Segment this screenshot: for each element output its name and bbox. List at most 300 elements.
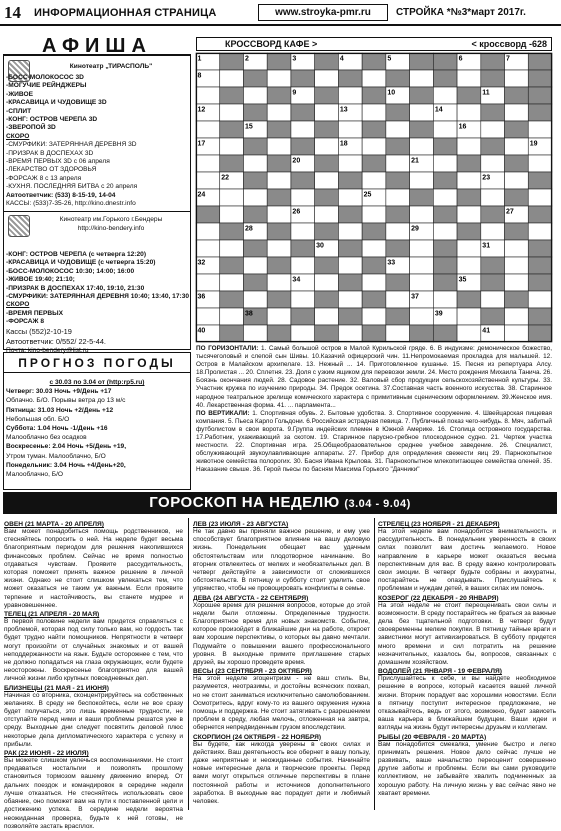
crossword-block [457, 87, 481, 104]
crossword-cell[interactable] [220, 274, 244, 291]
crossword-cell[interactable] [267, 240, 291, 257]
crossword-cell[interactable] [433, 223, 457, 240]
crossword-cell-number: 36 [197, 293, 206, 301]
afisha-divider [3, 211, 191, 212]
crossword-block [505, 291, 529, 308]
crossword-cell[interactable] [267, 274, 291, 291]
crossword-cell[interactable] [291, 291, 315, 308]
crossword-cell[interactable] [196, 87, 220, 104]
horoscope-dates: (3.04 - 9.04) [344, 498, 411, 510]
cinema2-name: Кинотеатр им.Горького г.Бендеры [59, 216, 163, 223]
cinema2-logo-icon [8, 215, 30, 237]
crossword-block [528, 70, 552, 87]
crossword-cell[interactable] [457, 206, 481, 223]
crossword-cell[interactable] [386, 223, 410, 240]
crossword-block [433, 53, 457, 70]
crossword-cell[interactable] [315, 206, 339, 223]
crossword-cell[interactable] [220, 104, 244, 121]
crossword-cell-number: 41 [482, 327, 491, 335]
horoscope-column-1 [4, 520, 183, 830]
crossword-block [410, 325, 434, 342]
crossword-block [505, 87, 529, 104]
crossword-block [243, 104, 267, 121]
crossword-block [528, 172, 552, 189]
crossword-cell-number: 30 [316, 242, 324, 250]
crossword-cell-number: 34 [292, 276, 301, 284]
crossword-cell[interactable] [338, 87, 362, 104]
crossword-cell[interactable] [410, 308, 434, 325]
crossword-block [481, 70, 505, 87]
crossword-block [386, 206, 410, 223]
crossword-cell[interactable] [505, 138, 529, 155]
crossword-cell[interactable] [433, 121, 457, 138]
crossword-cell[interactable] [433, 87, 457, 104]
crossword-cell[interactable] [196, 155, 220, 172]
crossword-cell[interactable] [315, 104, 339, 121]
crossword-block [267, 87, 291, 104]
crossword-cell-number: 6 [458, 55, 463, 63]
crossword-cell[interactable] [386, 291, 410, 308]
crossword-cell[interactable] [481, 121, 505, 138]
cinema1-name: Кинотеатр „ТИРАСПОЛЬ" [69, 63, 153, 70]
zodiac-sign: ЛЕВ (23 ИЮЛЯ - 23 АВГУСТА) [193, 521, 289, 528]
soon-item: -ФОРСАЖ 8 с 13 апреля [6, 174, 82, 182]
crossword-block [410, 87, 434, 104]
crossword-cell[interactable] [291, 325, 315, 342]
crossword-cell[interactable] [362, 274, 386, 291]
crossword-cell-number: 11 [482, 89, 490, 97]
crossword-cell[interactable] [457, 308, 481, 325]
crossword-cell[interactable] [267, 172, 291, 189]
crossword-block [220, 257, 244, 274]
crossword-block [267, 121, 291, 138]
afisha-title: АФИША [3, 36, 191, 56]
crossword-block [243, 70, 267, 87]
crossword-cell-number: 25 [363, 191, 372, 199]
crossword-block [267, 223, 291, 240]
crossword-cell[interactable] [386, 189, 410, 206]
crossword-cell[interactable] [196, 308, 220, 325]
crossword-block [315, 325, 339, 342]
zodiac-text: Не так давно вы приняли важное решение, и ему уже способствует благоприятное влияние на вашу деловую жизнь. Понедельник обещает вас удачным обстоятельствам или плодотворное начинание. Во вторник отвлекитесь от мелких и необязательных дел. В четверг действуйте в зависимости от сложившихся обстоятельств. В пятницу и субботу стоит уделить свое упрямство, чтобы не провоцировать конфликты в семье. [193, 528, 370, 593]
site-url[interactable]: www.stroyka-pmr.ru [258, 4, 388, 21]
crossword-block [410, 121, 434, 138]
crossword-cell[interactable] [220, 308, 244, 325]
crossword-block [267, 291, 291, 308]
zodiac-sign: КОЗЕРОГ (22 ДЕКАБРЯ - 20 ЯНВАРЯ) [378, 594, 499, 602]
crossword-block [481, 257, 505, 274]
film-item: -БОСС-МОЛОКОСОС 3D [6, 74, 84, 81]
crossword-cell[interactable] [481, 189, 505, 206]
crossword-cell-number: 32 [197, 259, 206, 267]
crossword-block [386, 138, 410, 155]
zodiac-sign: БЛИЗНЕЦЫ (21 МАЯ - 21 ИЮНЯ) [4, 684, 109, 692]
cinema2-kassa: Кассы (552)2-10-19 [6, 326, 72, 336]
zodiac-text: На этой неделе не стоит переоценивать свои силы и возможности. В среду постарайтесь не браться за важные дела без тщательной подготовки. В четверг будут своевременны мелкие покупки. В пятницу тайные враги и завистники могут активизироваться. В субботу придется много времени и сил потратить на решение незначительных, казалось бы, вопросов, связанных с домашним хозяйством. [378, 601, 556, 667]
crossword-block [220, 223, 244, 240]
crossword-block [243, 138, 267, 155]
crossword-cell-number: 4 [339, 55, 344, 63]
crossword-cell[interactable] [338, 325, 362, 342]
crossword-cell[interactable] [362, 206, 386, 223]
crossword-cell-number: 10 [387, 89, 396, 97]
crossword-block [433, 206, 457, 223]
crossword-block [386, 104, 410, 121]
crossword-cell[interactable] [196, 274, 220, 291]
issue-label: СТРОЙКА *№3*март 2017г. [396, 7, 526, 18]
weather-line: Малооблачно, Б/О [6, 471, 64, 479]
crossword-cell[interactable] [338, 291, 362, 308]
crossword-block [433, 172, 457, 189]
cinema2-mail[interactable]: Почта: kino-bendery@list.ru [6, 346, 89, 354]
crossword-cell[interactable] [528, 189, 552, 206]
crossword-block [267, 189, 291, 206]
crossword-cell[interactable] [362, 240, 386, 257]
weather-line: Небольшая обл. Б/О [6, 415, 70, 423]
crossword-cell[interactable] [457, 172, 481, 189]
crossword-block [505, 121, 529, 138]
crossword-block [315, 121, 339, 138]
crossword-block [481, 206, 505, 223]
zodiac-sign: РЫБЫ (20 ФЕВРАЛЯ - 20 МАРТА) [378, 733, 487, 741]
crossword-block [528, 104, 552, 121]
crossword-cell-number: 38 [244, 310, 253, 318]
weather-line: Понедельник: 3.04 Ночь +4/День+20, [6, 461, 126, 469]
crossword-block [315, 155, 339, 172]
crossword-block [528, 206, 552, 223]
crossword-block [433, 240, 457, 257]
crossword-cell-number: 24 [197, 191, 206, 199]
zodiac-text: Начиная со вторника, сконцентрируйтесь на собственных желаниях. В среду не беспокойтесь, если не все сразу будет получаться, это лишь временные трудности, не отступайте перед ними и ваши проблемы решатся уже в среду. Выходные дни следует посвятить деловой плюс некоторые дела дипломатического характера с успеху и прибыли. [4, 691, 183, 748]
crossword-cell[interactable] [528, 121, 552, 138]
crossword-cell[interactable] [505, 308, 529, 325]
crossword-header [196, 37, 552, 51]
crossword-block [528, 308, 552, 325]
cinema1-kassa: КАССЫ: (533)7-35-26, http://kino.dnestr.info [6, 200, 136, 208]
crossword-cell[interactable] [338, 223, 362, 240]
crossword-block [386, 274, 410, 291]
crossword-block [505, 223, 529, 240]
crossword-cell[interactable] [291, 223, 315, 240]
crossword-cell[interactable] [505, 325, 529, 342]
film-item: -КРАСАВИЦА И ЧУДОВИЩЕ (с четверга 15:20) [6, 259, 156, 267]
crossword-cell[interactable] [457, 138, 481, 155]
vertical-clues: 1. Спортивная обувь. 2. Бытовые удобства. 3. Спортивное сооружение. 4. Швейцарская пищевая компания. 5. Пьеса Карло Гольдони. 6.Российская эстрадная певица. 7. Публичный показ чего-нибудь. 8. Мяч, забитый футболистом в свои ворота. 9.Группа индейских племен в Южной Америке. 16. Столица островного государства. 17.Работник, ухаживающий за скотом. 19. Старинное парусно-гребное плоскодонное судно. 21. Чертеж участка местности. 22. Спортивная игра. 25.Общеобразовательное среднее учебное заведение. 26. Специалист, обслуживающий звукоулавливающие аппараты. 27. Прибор для определения свежести яиц 29. Парнокопытное животное семейства полорогих. 30. Басня Ивана Крылова. 31. Парнокопытное млекопитающее семейства оленей. 35. Наказание свыше. 36. Герой пьесы по басням Максима Горького "Дачники" [196, 409, 552, 474]
zodiac-text: На этой неделе вам понадобится внимательность и рассудительность. В понедельник уверенность в своих силах позволит вам достичь желаемого. Новое направление в карьере может оказаться весьма перспективным для вас. В среду важно контролировать свои эмоции. В четверг будьте собраны и аккуратны, постарайтесь не опаздывать. Прислушайтесь к проблемам и нуждам детей, в ваших силах им помочь. [378, 528, 556, 593]
crossword-cell-number: 12 [197, 106, 206, 114]
horizontal-label: ПО ГОРИЗОНТАЛИ [196, 345, 257, 352]
crossword-block [457, 223, 481, 240]
crossword-block [267, 257, 291, 274]
crossword-cell-number: 3 [292, 55, 297, 63]
crossword-block [481, 53, 505, 70]
crossword-cell[interactable] [220, 138, 244, 155]
zodiac-text: Прислушайтесь к себе, и вы найдете необходимое решение в вопросе, который касается вашей личной жизни. Вторник порадует вас хорошими новостями. Если в пятницу поступит интересное предложение, не отказывайтесь, ведь от этого, возможно, будет зависеть ваша карьера в ближайшем будущем. Ваши идеи и взгляды на жизнь будут интересны друзьям и коллегам. [378, 675, 556, 732]
horoscope-column-2 [193, 520, 370, 810]
crossword-cell[interactable] [433, 155, 457, 172]
crossword-block [386, 308, 410, 325]
crossword-cell[interactable] [267, 70, 291, 87]
crossword-cell[interactable] [386, 121, 410, 138]
crossword-cell[interactable] [457, 104, 481, 121]
crossword-cell-number: 23 [482, 174, 491, 182]
crossword-cell[interactable] [243, 325, 267, 342]
film-item: -КОНГ: ОСТРОВ ЧЕРЕПА (с четверга 12:20) [6, 251, 147, 258]
crossword-cell[interactable] [315, 70, 339, 87]
crossword-block [220, 53, 244, 70]
crossword-block [528, 240, 552, 257]
crossword-cell[interactable] [362, 104, 386, 121]
crossword-block [338, 308, 362, 325]
crossword-cell[interactable] [457, 70, 481, 87]
crossword-block [481, 274, 505, 291]
crossword-cell[interactable] [433, 189, 457, 206]
crossword-block [481, 138, 505, 155]
crossword-cell[interactable] [410, 172, 434, 189]
crossword-block [315, 53, 339, 70]
zodiac-sign: ВОДОЛЕЙ (21 ЯНВАРЯ - 19 ФЕВРАЛЯ) [378, 668, 502, 676]
film-item: -ЖИВОЕ 19:40; 21:10; [6, 276, 75, 284]
cinema2-autoinfo: Автоответчик: 0/552/ 22-5-44. [6, 336, 106, 346]
crossword-block [362, 121, 386, 138]
crossword-cell[interactable] [220, 70, 244, 87]
crossword-cell[interactable] [433, 291, 457, 308]
crossword-cell[interactable] [457, 257, 481, 274]
crossword-block [528, 87, 552, 104]
cinema2-films [6, 251, 188, 355]
crossword-block [362, 223, 386, 240]
crossword-block [315, 87, 339, 104]
crossword-cell[interactable] [196, 172, 220, 189]
crossword-cell[interactable] [315, 308, 339, 325]
crossword-block [433, 138, 457, 155]
soon-label: СКОРО [6, 132, 30, 140]
crossword-cell[interactable] [528, 155, 552, 172]
crossword-block [410, 53, 434, 70]
crossword-block [457, 291, 481, 308]
crossword-block [243, 206, 267, 223]
crossword-cell-number: 28 [244, 225, 253, 233]
crossword-cell-number: 20 [292, 157, 301, 165]
cinema1-films [6, 74, 188, 209]
page-number: 14 [4, 3, 21, 22]
crossword-cell[interactable] [362, 308, 386, 325]
crossword-cell[interactable] [362, 138, 386, 155]
crossword-cell[interactable] [315, 172, 339, 189]
cinema2-url[interactable]: http://kino-bendery.info [77, 225, 145, 232]
weather-title: ПРОГНОЗ ПОГОДЫ [3, 353, 191, 373]
vertical-label: ПО ВЕРТИКАЛИ [196, 409, 248, 417]
film-item: -КРАСАВИЦА И ЧУДОВИЩЕ 3D [6, 99, 107, 107]
crossword-cell[interactable] [410, 274, 434, 291]
zodiac-text: В первой половине недели вам придется справляться с проблемой, которая под силу только вам, но гордость так будет трудно найти помощников. Непрятности в четверг могут произойти от случайных знакомых и от вашей неподдержанности на язык. Будьте осторожнее с тем, что не должно попадаться на глаза окружающих, если будете неосторожны. Воскресенье благоприятно для вашей личной жизни либо крупных повседневных дел. [4, 618, 183, 683]
weather-line: Утром туман. Малооблачно, Б/О [6, 452, 106, 460]
crossword-cell-number: 7 [506, 55, 510, 63]
crossword-cell[interactable] [243, 189, 267, 206]
crossword-cell-number: 2 [244, 55, 249, 63]
crossword-cell[interactable] [528, 291, 552, 308]
crossword-cell[interactable] [505, 274, 529, 291]
crossword-cell[interactable] [338, 155, 362, 172]
zodiac-sign: РАК (22 ИЮНЯ - 22 ИЮЛЯ) [4, 750, 89, 758]
zodiac-sign: ТЕЛЕЦ (21 АПРЕЛЯ - 20 МАЯ) [4, 611, 100, 619]
crossword-cell[interactable] [267, 308, 291, 325]
crossword-block [338, 240, 362, 257]
weather-forecast [6, 378, 188, 479]
crossword-block [338, 206, 362, 223]
zodiac-sign: ОВЕН (21 МАРТА - 20 АПРЕЛЯ) [4, 521, 104, 528]
crossword-block [362, 325, 386, 342]
crossword-cell[interactable] [267, 206, 291, 223]
crossword-clues: ПО ГОРИЗОНТАЛИ: 1. Самый большой остров в Малой Курильской гряде. 6. В индуизме: демоническое божество, тысячеголовый и слепой сын Шивы. 10.Казачий офицерский чин. 11.Непромокаемая прокладка для малышей. 12. Остров в Малайском архипелаге. 13. Нежный ... 14. Приготовленное кушанье. 15. Песня из репертуара Алсу. 18.Пролистая ... 20. Сплетня. 23. Доля с узким ящиком для перевозки земли. 24. Место рождения Михаила Танича. 26. Боязнь окончания людей. 28. Садовое растение. 32. Валовый сбор продукции сельскохозяйственной культуры. 33. Участник кружка по изучению природы. 34. Предок осетина. 37.Составная часть военного искусства. 38. Старинное народное театральное зрелище комического характера с примитивным сценическим оформлением. 39.Женское имя. 40. Лекарственная форма. 41. ... парламента... ПО ВЕРТИКАЛИ: 1. Спортивная обувь. 2. Бытовые удобства. 3. Спортивное сооружение. 4. Швейцарская пищевая компания. 5. Пьеса Карло Гольдони. 6.Российская эстрадная певица. 7. Публичный показ чего-нибудь. 8. Мяч, забитый футболистом в свои ворота. 9.Группа индейских племен в Южной Америке. 16. Столица островного государства. 17.Работник, ухаживающий за скотом. 19. Старинное парусно-гребное плоскодонное судно. 21. Чертеж участка местности. 22. Спортивная игра. 25.Общеобразовательное среднее учебное заведение. 26. Специалист, обслуживающий звукоулавливающие аппараты. 27. Прибор для определения свежести яиц 29. Парнокопытное животное семейства полорогих. 30. Басня Ивана Крылова. 31. Парнокопытное млекопитающее семейства оленей. 35. Наказание свыше. 36. Герой пьесы по басням Максима Горького "Дачники" [196, 345, 553, 474]
crossword-cell[interactable] [362, 172, 386, 189]
crossword-cell[interactable] [505, 70, 529, 87]
zodiac-sign: СКОРПИОН (24 ОКТЯБРЯ - 22 НОЯБРЯ) [193, 733, 322, 741]
crossword-block [362, 291, 386, 308]
crossword-title: КРОССВОРД КАФЕ > [225, 39, 318, 49]
crossword-cell[interactable] [338, 189, 362, 206]
crossword-cell-number: 26 [292, 208, 301, 216]
weather-line: Суббота: 1.04 Ночь -1/День +16 [6, 425, 108, 433]
column-divider [188, 518, 189, 810]
horoscope-title: ГОРОСКОП НА НЕДЕЛЮ [149, 494, 340, 511]
crossword-cell[interactable] [528, 223, 552, 240]
crossword-cell-number: 19 [529, 140, 538, 148]
weather-source: с 30.03 по 3.04 от (http:rp5.ru) [49, 379, 145, 386]
crossword-cell[interactable] [457, 325, 481, 342]
crossword-block [267, 155, 291, 172]
crossword-block [528, 257, 552, 274]
crossword-cell[interactable] [505, 257, 529, 274]
crossword-cell[interactable] [410, 206, 434, 223]
crossword-block [386, 172, 410, 189]
crossword-grid [196, 53, 552, 342]
crossword-cell[interactable] [505, 172, 529, 189]
crossword-cell[interactable] [291, 121, 315, 138]
soon-item: -ПРИЗРАК В ДОСПЕХАХ 3D [6, 149, 94, 157]
crossword-block [386, 240, 410, 257]
crossword-cell-number: 31 [482, 242, 491, 250]
crossword-cell[interactable] [196, 240, 220, 257]
crossword-block [220, 121, 244, 138]
crossword-cell[interactable] [315, 274, 339, 291]
crossword-cell[interactable] [220, 206, 244, 223]
crossword-cell[interactable] [410, 104, 434, 121]
crossword-cell-number: 18 [339, 140, 348, 148]
crossword-cell-number: 27 [506, 208, 514, 216]
crossword-block [315, 189, 339, 206]
crossword-cell-number: 37 [411, 293, 419, 301]
weather-line: Четверг: 30.03 Ночь +9/День +17 [6, 388, 112, 396]
crossword-cell[interactable] [362, 70, 386, 87]
crossword-block [457, 155, 481, 172]
crossword-cell[interactable] [220, 189, 244, 206]
crossword-cell[interactable] [196, 121, 220, 138]
crossword-block [267, 53, 291, 70]
horoscope-column-3 [378, 520, 556, 810]
crossword-cell[interactable] [410, 138, 434, 155]
crossword-cell[interactable] [338, 121, 362, 138]
horizontal-clues: 1. Самый большой остров в Малой Курильской гряде. 6. В индуизме: демоническое божество, тысячеголовый и слепой сын Шивы. 10.Казачий офицерский чин. 11.Непромокаемая прокладка для малышей. 12. Остров в Малайском архипелаге. 13. Нежный ... 14. Приготовленное кушанье. 15. Песня из репертуара Алсу. 18.Пролистая ... 20. Сплетня. 23. Доля с узким ящиком для перевозки земли. 24. Место рождения Михаила Танича. 26. Боязнь окончания людей. 28. Садовое растение. 32. Валовый сбор продукции сельскохозяйственной культуры. 33. Участник кружка по изучению природы. 34. Предок осетина. 37.Составная часть военного искусства. 38. Старинное народное театральное зрелище комического характера с примитивным сценическим оформлением. 39.Женское имя. 40. Лекарственная форма. 41. ... парламента... [196, 345, 553, 409]
weather-line: Воскресенье: 2.04 Ночь +5/День +19, [6, 443, 127, 451]
crossword-block [433, 325, 457, 342]
crossword-block [220, 291, 244, 308]
crossword-cell[interactable] [410, 70, 434, 87]
soon-item: -ФОРСАЖ 8 [6, 318, 45, 326]
crossword-cell[interactable] [410, 240, 434, 257]
soon-item: -ВРЕМЯ ПЕРВЫХ 3D с 06 апреля [6, 158, 110, 166]
film-item: -СПЛИТ [6, 107, 32, 115]
film-item: -ПРИЗРАК В ДОСПЕХАХ 17:40, 19:10, 21:30 [6, 284, 145, 292]
zodiac-text: Вы будете, как никогда уверены в своих силах и действиях. Ваш деятельность все обернет в вашу пользу, даже неприятные и неожиданные события. Начинайте новые интересные дела и творческие проекты. Перед вами могут открыться отличные перспективы в плане постоянной работы и источников дополнительного заработка. В выходные вас порадует дети и любимый человек. [193, 740, 370, 806]
zodiac-text: Вам может понадобиться помощь родственников, не стесняйтесь попросить о ней. На неделе будет весьма благоприятным периодом для решения накопившихся финансовых проблем. Сейчас не время полностью отдаваться чувствам. Проявите рассудительность, которая поможет принять важное решение в личной жизни. Однако не стоит слишком увлекаться тем, что может оказаться не таким уж важным. Если проявите терпение и настойчивость, вы станете мудрее и уравновешеннее. [4, 528, 183, 609]
crossword-block [481, 308, 505, 325]
crossword-cell[interactable] [505, 240, 529, 257]
crossword-cell[interactable] [243, 87, 267, 104]
weather-line: Облачно. Б/О. Порывы ветра до 13 м/с [6, 397, 126, 405]
crossword-block [362, 155, 386, 172]
soon-item: -СМУРФИКИ: ЗАТЕРЯННАЯ ДЕРЕВНЯ 3D [6, 141, 137, 149]
crossword-block [243, 172, 267, 189]
crossword-cell[interactable] [243, 291, 267, 308]
crossword-cell[interactable] [291, 189, 315, 206]
crossword-cell[interactable] [410, 257, 434, 274]
crossword-block [338, 70, 362, 87]
crossword-cell-number: 39 [434, 310, 443, 318]
weather-line: Малооблачно без осадков [6, 434, 87, 442]
zodiac-text: Вы можете слишком увлечься воспоминаниями. Не стоит предаваться ностальгии и позволять прошлому становиться тормозом вашему движению вперед. От дальних поездок и командировок в середине недели лучше отказаться. Не стесняйтесь использовать свое обаяние, оно поможет вам на пути к поставленной цели и достижению успеха. В середине недели вероятна неожиданная проверка, будьте к ней готовы, не позволяйте застать врасплох. [4, 757, 183, 830]
crossword-cell-number: 14 [434, 106, 443, 114]
crossword-cell-number: 1 [197, 55, 202, 63]
column-divider [374, 518, 375, 810]
zodiac-sign: СТРЕЛЕЦ (23 НОЯБРЯ - 21 ДЕКАБРЯ) [378, 521, 500, 528]
crossword-cell[interactable] [243, 155, 267, 172]
crossword-cell[interactable] [267, 104, 291, 121]
crossword-cell[interactable] [481, 223, 505, 240]
crossword-block [196, 206, 220, 223]
crossword-block [315, 223, 339, 240]
crossword-cell[interactable] [220, 240, 244, 257]
crossword-block [528, 325, 552, 342]
crossword-block [291, 308, 315, 325]
crossword-block [362, 53, 386, 70]
crossword-cell-number: 9 [292, 89, 297, 97]
crossword-cell[interactable] [243, 257, 267, 274]
crossword-block [243, 274, 267, 291]
crossword-block [315, 257, 339, 274]
crossword-cell-number: 5 [387, 55, 392, 63]
film-item: -КОНГ: ОСТРОВ ЧЕРЕПА 3D [6, 116, 98, 124]
crossword-cell[interactable] [267, 138, 291, 155]
crossword-cell[interactable] [315, 138, 339, 155]
crossword-block [291, 240, 315, 257]
crossword-cell[interactable] [386, 155, 410, 172]
crossword-cell[interactable] [196, 223, 220, 240]
crossword-block [267, 325, 291, 342]
soon-item: -ВРЕМЯ ПЕРВЫХ [6, 309, 63, 317]
crossword-cell[interactable] [505, 104, 529, 121]
crossword-block [220, 87, 244, 104]
film-item: -МОГУЧИЕ РЕЙНДЖЕРЫ [6, 82, 87, 90]
crossword-block [220, 155, 244, 172]
crossword-cell[interactable] [386, 325, 410, 342]
crossword-block [291, 172, 315, 189]
crossword-cell[interactable] [481, 155, 505, 172]
crossword-cell[interactable] [481, 291, 505, 308]
crossword-cell[interactable] [338, 257, 362, 274]
crossword-cell[interactable] [457, 240, 481, 257]
crossword-cell[interactable] [291, 257, 315, 274]
